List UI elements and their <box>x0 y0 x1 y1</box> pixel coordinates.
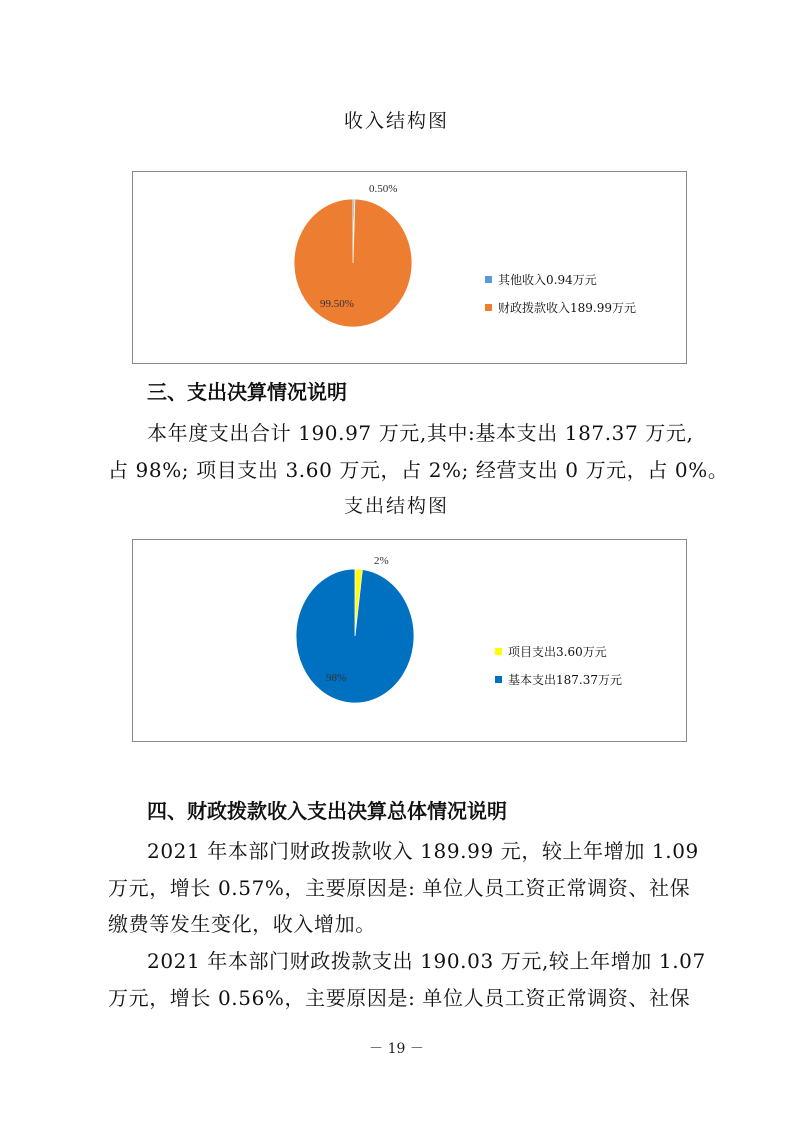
legend-item-other-income <box>485 271 636 287</box>
legend-label-basic-expense: 基本支出187.37万元 <box>508 672 622 687</box>
expense-chart-title: 支出结构图 <box>343 495 449 517</box>
section-four-line-2: 万元，增长 0.57%，主要原因是: 单位人员工资正常调资、社保 <box>108 876 691 900</box>
income-chart-box <box>132 171 687 364</box>
legend-label-other-income: 其他收入0.94万元 <box>498 272 597 287</box>
legend-swatch-fiscal-income <box>485 304 492 311</box>
section-four-line-5: 万元，增长 0.56%，主要原因是: 单位人员工资正常调资、社保 <box>108 986 691 1010</box>
section-four-heading: 四、财政拨款收入支出决算总体情况说明 <box>147 799 507 823</box>
income-pie-chart <box>133 172 686 363</box>
page-number: － 19 － <box>369 1041 424 1057</box>
expense-chart-box <box>132 539 687 742</box>
section-four-line-3: 缴费等发生变化，收入增加。 <box>108 912 376 936</box>
section-four-line-1: 2021 年本部门财政拨款收入 189.99 元，较上年增加 1.09 <box>147 839 699 863</box>
income-data-label-other: 0.50% <box>369 183 398 195</box>
legend-swatch-basic-expense <box>495 676 502 683</box>
expense-legend <box>495 643 622 699</box>
section-three-heading: 三、支出决算情况说明 <box>147 380 347 404</box>
income-legend <box>485 271 636 327</box>
expense-data-label-basic: 98% <box>326 672 347 684</box>
expense-data-label-project: 2% <box>374 555 389 567</box>
income-data-label-fiscal: 99.50% <box>320 298 354 310</box>
section-three-line-1: 本年度支出合计 190.97 万元,其中:基本支出 187.37 万元, <box>147 421 694 445</box>
expense-pie-chart <box>133 540 686 741</box>
legend-item-project-expense <box>495 643 622 659</box>
legend-swatch-other-income <box>485 276 492 283</box>
legend-item-basic-expense <box>495 671 622 687</box>
legend-swatch-project-expense <box>495 648 502 655</box>
income-chart-title: 收入结构图 <box>343 110 449 132</box>
legend-label-fiscal-income: 财政拨款收入189.99万元 <box>498 300 636 315</box>
section-four-line-4: 2021 年本部门财政拨款支出 190.03 万元,较上年增加 1.07 <box>147 949 706 973</box>
expense-pie-slice-1 <box>296 569 414 703</box>
legend-item-fiscal-income <box>485 299 636 315</box>
legend-label-project-expense: 项目支出3.60万元 <box>508 644 607 659</box>
section-three-line-2: 占 98%; 项目支出 3.60 万元，占 2%; 经营支出 0 万元，占 0%。 <box>108 458 729 482</box>
